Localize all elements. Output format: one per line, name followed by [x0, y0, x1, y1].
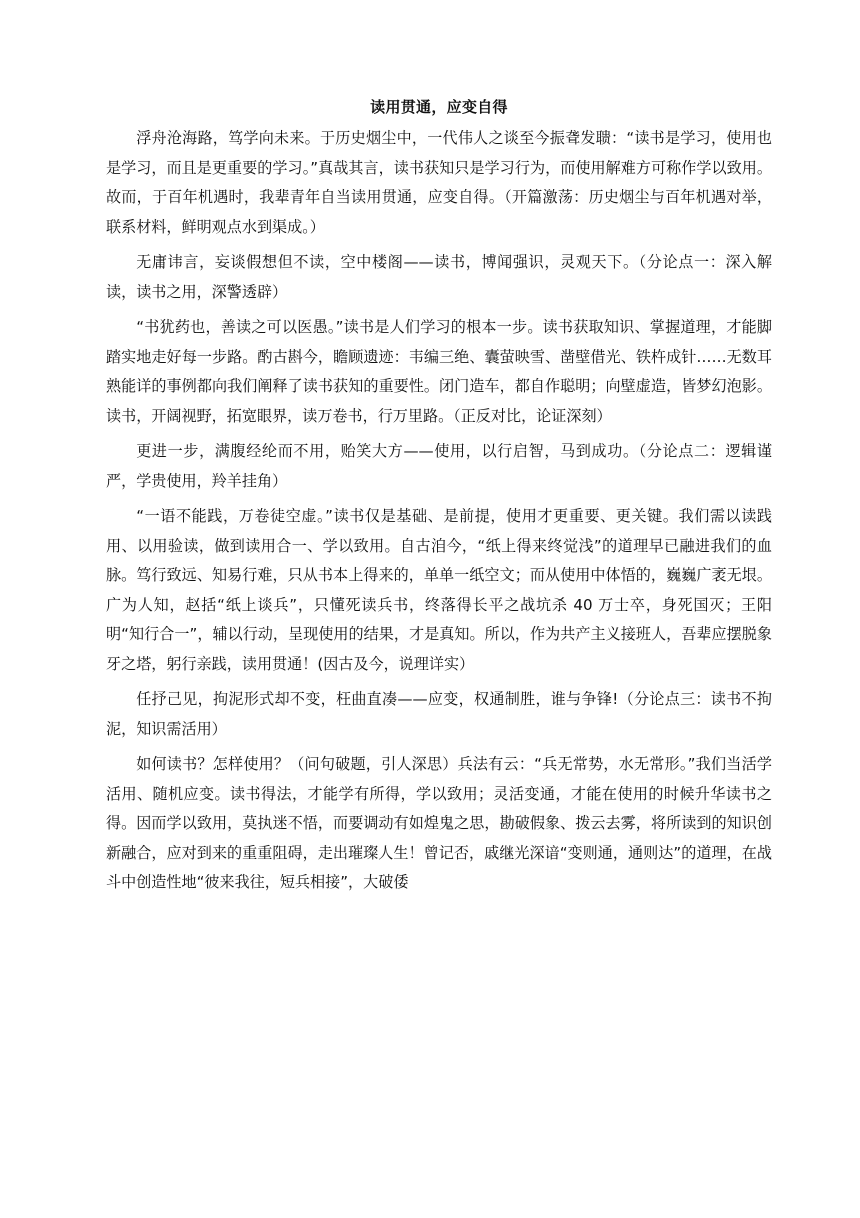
essay-body	[106, 96, 772, 904]
paragraph-intro: 浮舟沧海路，笃学向未来。于历史烟尘中，一代伟人之谈至今振聋发聩：“读书是学习，使用也是学习，而且是更重要的学习。”真哉其言，读书获知只是学习行为，而使用解难方可称作学以致用。故而，于百年机遇时，我辈青年自当读用贯通，应变自得。（开篇激荡：历史烟尘与百年机遇对举，联系材料，鲜明观点水到渠成。）	[106, 129, 772, 236]
paragraph-use-support: “一语不能践，万卷徒空虚。”读书仅是基础、是前提，使用才更重要、更关键。我们需以读践用、以用验读，做到读用合一、学以致用。自古洎今，“纸上得来终觉浅”的道理早已融进我们的血脉。笃行致远、知易行难，只从书本上得来的，单单一纸空文；而从使用中体悟的，巍巍广袤无垠。广为人知，赵括“纸上谈兵”，只懂死读兵书，终落得长平之战坑杀 40 万士卒，身死国灭；王阳明“知行合一”，辅以行动，呈现使用的结果，才是真知。所以，作为共产主义接班人，吾辈应摆脱象牙之塔，躬行亲践，读用贯通！(因古及今，说理详实）	[106, 507, 772, 673]
paragraph-point-three: 任抒己见，拘泥形式却不变，枉曲直凑——应变，权通制胜，谁与争锋!（分论点三：读书不拘泥，知识需活用）	[106, 690, 772, 738]
paragraph-adapt-support: 如何读书？怎样使用？（问句破题，引人深思）兵法有云：“兵无常势，水无常形。”我们当活学活用、随机应变。读书得法，才能学有所得，学以致用；灵活变通，才能在使用的时候升华读书之得。因而学以致用，莫执迷不悟，而要调动有如煌鬼之思，勘破假象、拨云去雾，将所读到的知识创新融合，应对到来的重重阻碍，走出璀璨人生！曾记否，戚继光深谙“变则通，通则达”的道理，在战斗中创造性地“彼来我往，短兵相接”，大破倭	[106, 755, 772, 891]
paragraph-point-one: 无庸讳言，妄谈假想但不读，空中楼阁——读书，博闻强识，灵观天下。（分论点一：深入解读，读书之用，深警透辟）	[106, 253, 772, 301]
paragraph-point-two: 更进一步，满腹经纶而不用，贻笑大方——使用，以行启智，马到成功。（分论点二：逻辑谨严，学贵使用，羚羊挂角）	[106, 442, 772, 490]
essay-title: 读用贯通，应变自得	[370, 98, 508, 116]
paragraph-reading-support: “书犹药也，善读之可以医愚。”读书是人们学习的根本一步。读书获取知识、掌握道理，才能脚踏实地走好每一步路。酌古斟今，瞻顾遗迹：韦编三绝、囊萤映雪、凿壁借光、铁杵成针……无数耳熟能详的事例都向我们阐释了读书获知的重要性。闭门造车，都自作聪明；向壁虚造，皆梦幻泡影。读书，开阔视野，拓宽眼界，读万卷书，行万里路。（正反对比，论证深刻）	[106, 318, 772, 425]
